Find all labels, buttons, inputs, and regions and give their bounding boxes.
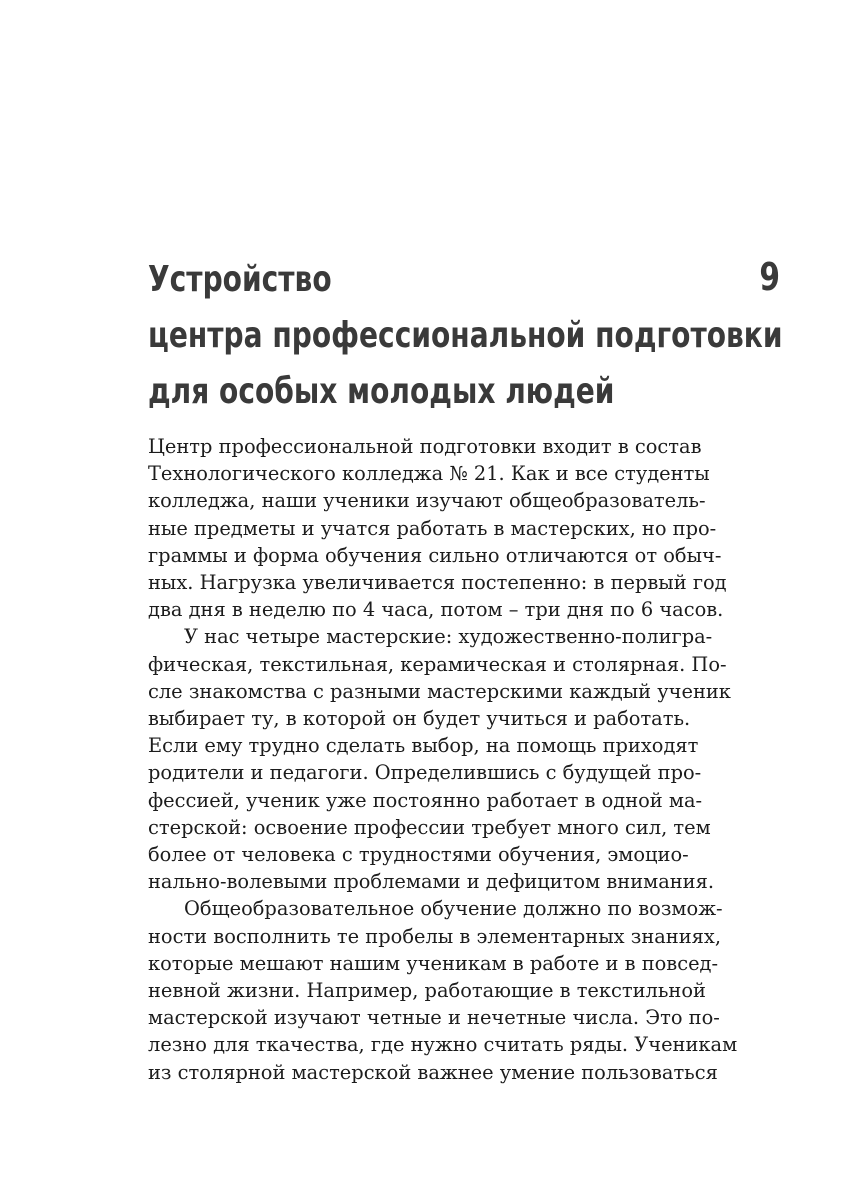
text-line: сле знакомства с разными мастерскими каждый ученик	[148, 679, 731, 703]
paragraph-2	[148, 623, 731, 895]
text-line: выбирает ту, в которой он будет учиться и работать.	[148, 707, 691, 731]
text-line: два дня в неделю по 4 часа, потом – три дня по 6 часов.	[148, 598, 724, 622]
text-line: Если ему трудно сделать выбор, на помощь приходят	[148, 734, 699, 758]
text-line: которые мешают нашим ученикам в работе и в повсед-	[148, 951, 719, 975]
chapter-number: 9	[759, 255, 780, 299]
text-line: ные предметы и учатся работать в мастерских, но про-	[148, 516, 717, 540]
text-line: родители и педагоги. Определившись с будущей про-	[148, 761, 702, 785]
text-line: колледжа, наши ученики изучают общеобразователь-	[148, 489, 706, 513]
text-line: ности восполнить те пробелы в элементарных знаниях,	[148, 924, 721, 948]
text-line: фессией, ученик уже постоянно работает в одной ма-	[148, 788, 703, 812]
text-line: Общеобразовательное обучение должно по возмож-	[184, 897, 723, 921]
text-line: из столярной мастерской важнее умение пользоваться	[148, 1060, 718, 1084]
text-line: невной жизни. Например, работающие в текстильной	[148, 979, 706, 1003]
chapter-title-line: Устройство	[148, 259, 332, 300]
text-line: стерской: освоение профессии требует много сил, тем	[148, 815, 711, 839]
body-text	[148, 433, 738, 1086]
text-line: более от человека с трудностями обучения, эмоцио-	[148, 843, 689, 867]
text-line: мастерской изучают четные и нечетные числа. Это по-	[148, 1006, 720, 1030]
text-line: нально-волевыми проблемами и дефицитом внимания.	[148, 870, 715, 894]
text-line: граммы и форма обучения сильно отличаются от обыч-	[148, 543, 722, 567]
text-line: ных. Нагрузка увеличивается постепенно: в первый год	[148, 571, 727, 595]
text-line: фическая, текстильная, керамическая и столярная. По-	[148, 652, 727, 676]
text-line: Технологического колледжа № 21. Как и все студенты	[148, 462, 710, 486]
text-line: лезно для ткачества, где нужно считать ряды. Ученикам	[148, 1033, 738, 1057]
chapter-title-line: для особых молодых людей	[148, 371, 615, 412]
chapter-title	[148, 252, 783, 420]
paragraph-3	[148, 895, 738, 1085]
paragraph-1	[148, 433, 727, 623]
text-line: Центр профессиональной подготовки входит в состав	[148, 435, 702, 458]
text-line: У нас четыре мастерские: художественно-полигра-	[184, 625, 713, 649]
chapter-title-line: центра профессиональной подготовки	[148, 315, 783, 356]
